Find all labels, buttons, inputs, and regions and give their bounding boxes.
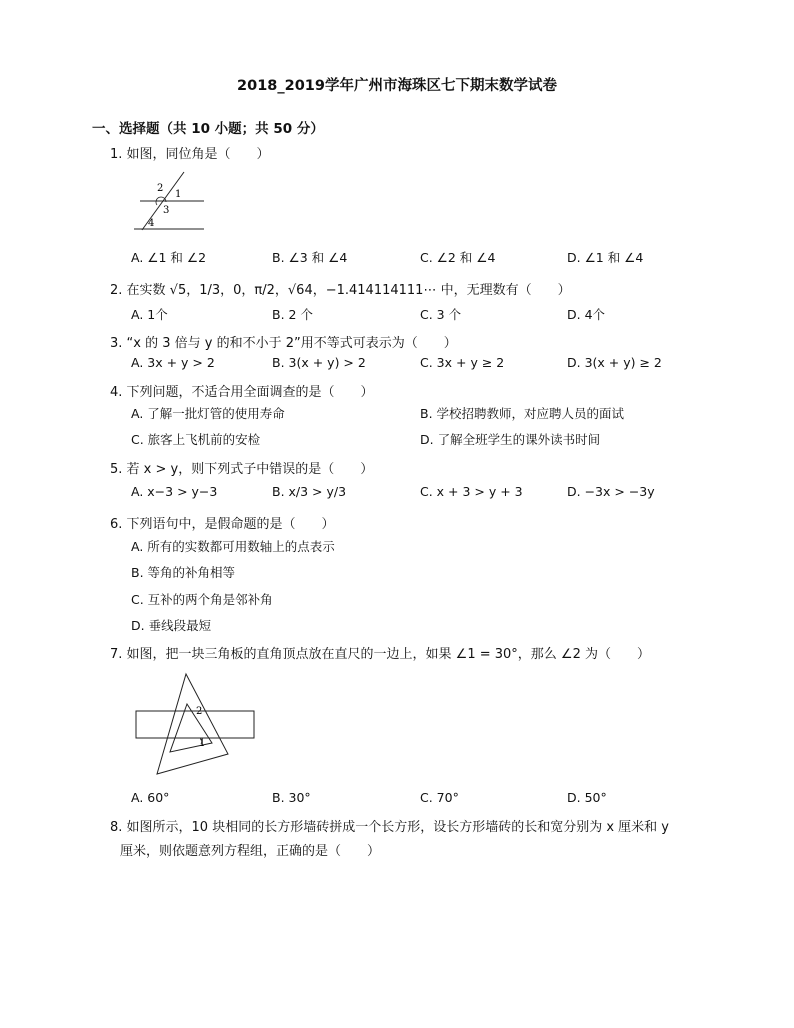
angle-label-1: 1 xyxy=(199,738,206,749)
triangle-outer xyxy=(157,674,228,774)
question-1-option-b: B. ∠3 和 ∠4 xyxy=(272,250,348,265)
question-1-option-d: D. ∠1 和 ∠4 xyxy=(567,250,644,265)
question-6-stem: 6. 下列语句中，是假命题的是（ ） xyxy=(110,517,335,532)
question-5-option-d: D. −3x > −3y xyxy=(567,484,655,499)
question-1-option-a: A. ∠1 和 ∠2 xyxy=(131,250,207,265)
angle-label-2: 2 xyxy=(157,183,164,194)
question-7-stem: 7. 如图，把一块三角板的直角顶点放在直尺的一边上，如果 ∠1 = 30°，那么 ∠2 为（ ） xyxy=(110,647,650,662)
question-8-stem-line1: 8. 如图所示，10 块相同的长方形墙砖拼成一个长方形，设长方形墙砖的长和宽分别为 x 厘米和 y xyxy=(110,820,669,835)
question-1-stem: 1. 如图，同位角是（ ） xyxy=(110,147,270,162)
question-5-option-c: C. x + 3 > y + 3 xyxy=(420,484,523,499)
question-5-stem: 5. 若 x > y，则下列式子中错误的是（ ） xyxy=(110,462,374,477)
question-4-option-c: C. 旅客上飞机前的安检 xyxy=(131,432,261,447)
question-3-option-a: A. 3x + y > 2 xyxy=(131,355,215,370)
question-4-option-b: B. 学校招聘教师，对应聘人员的面试 xyxy=(420,406,625,421)
angle-label-4: 4 xyxy=(148,218,155,229)
angle-label-3: 3 xyxy=(163,205,170,216)
question-4-option-d: D. 了解全班学生的课外读书时间 xyxy=(420,432,601,447)
question-7-option-b: B. 30° xyxy=(272,790,311,805)
question-2-option-b: B. 2 个 xyxy=(272,307,313,322)
question-5-option-b: B. x/3 > y/3 xyxy=(272,484,347,499)
ruler xyxy=(136,711,254,738)
question-2-option-a: A. 1个 xyxy=(131,307,168,322)
question-4-stem: 4. 下列问题，不适合用全面调查的是（ ） xyxy=(110,385,374,400)
question-2-option-d: D. 4个 xyxy=(567,307,606,322)
question-3-stem: 3. “x 的 3 倍与 y 的和不小于 2”用不等式可表示为（ ） xyxy=(110,336,457,351)
question-1-option-c: C. ∠2 和 ∠4 xyxy=(420,250,496,265)
angle-label-1: 1 xyxy=(175,189,182,200)
question-3-option-d: D. 3(x + y) ≥ 2 xyxy=(567,355,662,370)
question-1-figure xyxy=(130,170,210,232)
question-7-option-d: D. 50° xyxy=(567,790,607,805)
question-6-option-c: C. 互补的两个角是邻补角 xyxy=(131,592,273,607)
question-6-option-d: D. 垂线段最短 xyxy=(131,618,212,633)
question-3-option-c: C. 3x + y ≥ 2 xyxy=(420,355,505,370)
question-2-stem: 2. 在实数 √5，1/3，0，π/2，√64，−1.414114111⋯ 中，无理数有（ ） xyxy=(110,283,571,298)
question-3-option-b: B. 3(x + y) > 2 xyxy=(272,355,366,370)
question-7-figure xyxy=(130,670,260,782)
question-2-option-c: C. 3 个 xyxy=(420,307,462,322)
section-heading: 一、选择题（共 10 小题；共 50 分） xyxy=(92,121,324,137)
question-6-option-b: B. 等角的补角相等 xyxy=(131,565,236,580)
question-6-option-a: A. 所有的实数都可用数轴上的点表示 xyxy=(131,539,335,554)
question-4-option-a: A. 了解一批灯管的使用寿命 xyxy=(131,406,285,421)
question-5-option-a: A. x−3 > y−3 xyxy=(131,484,218,499)
angle-label-2: 2 xyxy=(196,706,203,717)
question-7-option-a: A. 60° xyxy=(131,790,170,805)
question-8-stem-line2: 厘米，则依题意列方程组，正确的是（ ） xyxy=(120,844,381,859)
page-title: 2018_2019学年广州市海珠区七下期末数学试卷 xyxy=(237,78,557,94)
question-7-option-c: C. 70° xyxy=(420,790,459,805)
